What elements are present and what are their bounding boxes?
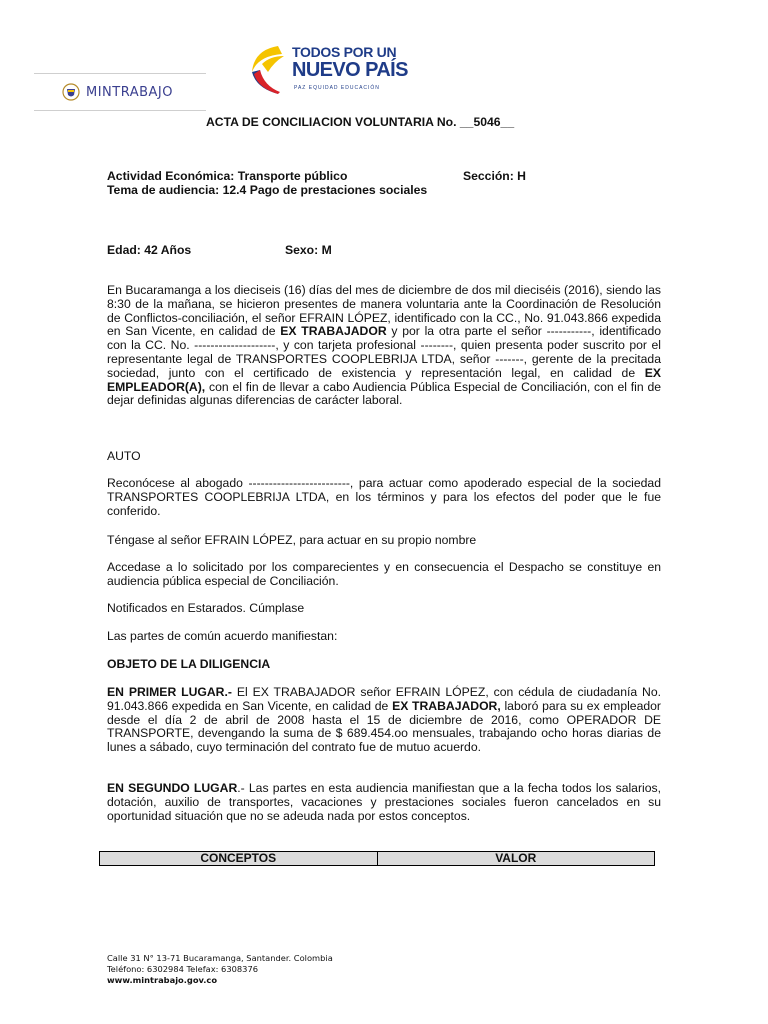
slogan-line-1: TODOS POR UN [292, 44, 397, 60]
mintrabajo-logo [34, 73, 206, 111]
document-title: ACTA DE CONCILIACION VOLUNTARIA No. __5046__ [206, 115, 515, 129]
partes-paragraph: Las partes de común acuerdo manifiestan: [107, 629, 338, 643]
sex: Sexo: M [285, 243, 332, 257]
objeto-heading: OBJETO DE LA DILIGENCIA [107, 657, 271, 671]
auto-heading: AUTO [107, 449, 141, 463]
primer-lugar-bold: EX TRABAJADOR, [392, 698, 501, 713]
hearing-topic: Tema de audiencia: 12.4 Pago de prestaciones sociales [107, 183, 428, 197]
tengase-paragraph: Téngase al señor EFRAIN LÓPEZ, para actuar en su propio nombre [107, 533, 477, 547]
intro-text-3: con el fin de llevar a cabo Audiencia Pública Especial de Conciliación, con el fin de dejar definidas algunas diferencias de carácter laboral. [107, 379, 661, 408]
table-header-concepts: CONCEPTOS [100, 852, 378, 866]
colombia-flag-swoosh-icon [248, 42, 292, 98]
table-header-row [100, 852, 655, 866]
intro-text-1: En Bucaramanga a los dieciseis (16) días del mes de diciembre de dos mil dieciséis (2016), siendo las 8:30 de la mañana, se hicieron presentes de manera voluntaria ante la Coordinación de Resolución de Conflictos-conciliación, el señor EFRAIN LÓPEZ, identificado con la CC., No. 91.043.866 expedida en San Vicente, en calidad de [107, 283, 661, 339]
footer [107, 953, 333, 986]
accedase-paragraph: Accedase a lo solicitado por los comparecientes y en consecuencia el Despacho se constituye en audiencia pública especial de Conciliación. [107, 560, 661, 588]
intro-bold-2: EX EMPLEADOR(A), [107, 365, 661, 394]
intro-bold-1: EX TRABAJADOR [280, 324, 387, 339]
slogan-line-2: NUEVO PAÍS [292, 59, 408, 81]
reconocese-paragraph: Reconócese al abogado -------------------------, para actuar como apoderado especial de la sociedad TRANSPORTES COOPLEBRIJA LTDA, en los términos y para los efectos del poder que le fue conferido. [107, 476, 661, 518]
intro-text-2: y por la otra parte el señor -----------, identificado con la CC. No. --------------------, y con tarjeta profesional --------, quien presenta poder suscrito por el representante legal de TRANSPORTES COOPLEBRIJA LTDA, señor -------, gerente de la precitada sociedad, junto con el certificado de existencia y representación legal, en calidad de [107, 324, 662, 380]
footer-website-link[interactable]: www.mintrabajo.gov.co [107, 975, 218, 985]
table-header-value: VALOR [377, 852, 655, 866]
notificados-paragraph: Notificados en Estarados. Cúmplase [107, 601, 305, 615]
slogan-line-3: PAZ EQUIDAD EDUCACIÓN [294, 85, 380, 91]
concepts-table [99, 851, 655, 866]
footer-phones: Teléfono: 6302984 Telefax: 6308376 [107, 964, 258, 974]
economic-activity: Actividad Económica: Transporte público [107, 169, 348, 183]
age: Edad: 42 Años [107, 243, 192, 257]
segundo-lugar-label: EN SEGUNDO LUGAR [107, 781, 238, 795]
section: Sección: H [463, 169, 526, 183]
primer-lugar-text-2: laboró para su ex empleador desde el día 2 de abril de 2008 hasta el 15 de diciembre de 2016, como OPERADOR DE TRANSPORTE, devengando la suma de $ 689.454.oo mensuales, trabajando ocho horas diarias de lunes a sábado, cuyo terminación del contrato fue de mutuo acuerdo. [107, 698, 661, 755]
intro-paragraph [107, 284, 661, 408]
segundo-lugar-text: .- Las partes en esta audiencia manifiestan que a la fecha todos los salarios, dotación, auxilio de transportes, vacaciones y prestaciones sociales fueron cancelados en su oportunidad situación que no se adeuda nada por estos conceptos. [107, 781, 661, 823]
primer-lugar-label: EN PRIMER LUGAR.- [107, 685, 232, 699]
primer-lugar-text-1: El EX TRABAJADOR señor EFRAIN LÓPEZ, con cédula de ciudadanía No. 91.043.866 expedida en San Vicente, en calidad de [107, 685, 662, 713]
primer-lugar-paragraph [107, 686, 661, 755]
todos-por-un-nuevo-pais-logo [248, 42, 408, 102]
coat-of-arms-icon [62, 83, 80, 101]
ministry-logo-text: MINTRABAJO [86, 84, 173, 100]
footer-address: Calle 31 N° 13-71 Bucaramanga, Santander. Colombia [107, 953, 333, 963]
segundo-lugar-paragraph [107, 782, 661, 823]
